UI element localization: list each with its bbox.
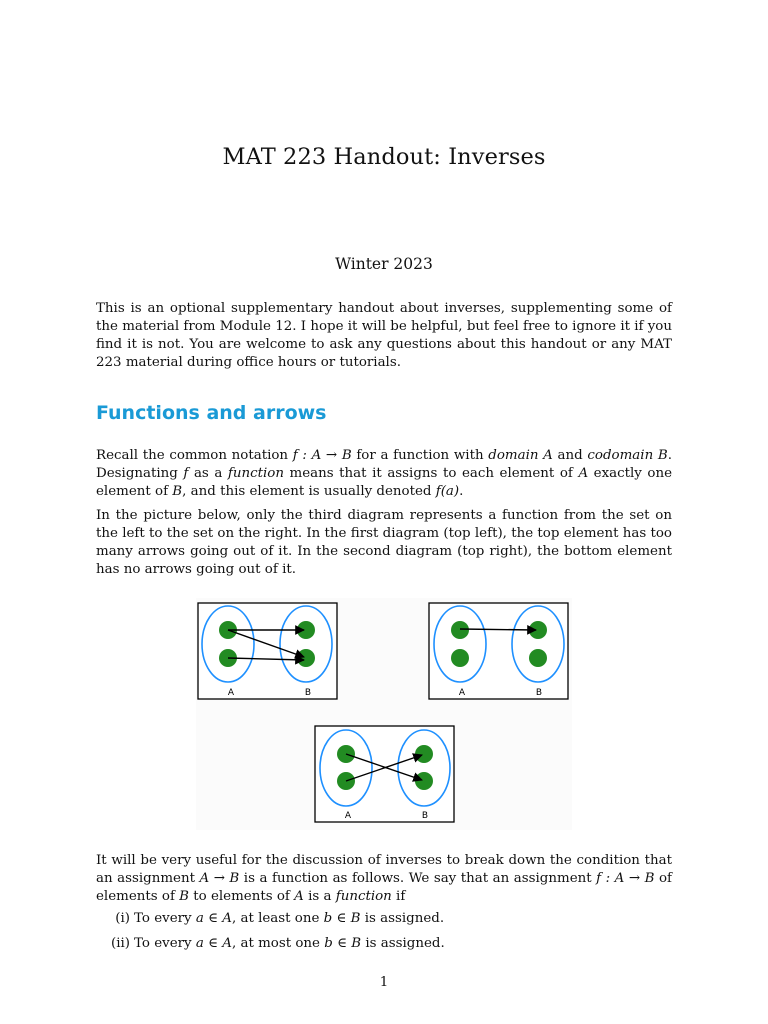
intro-paragraph: This is an optional supplementary handout about inverses, supplementing some of the material from Module 12. I hope it will be helpful, but feel free to ignore it if you find it is not. You are welcome to ask any questions about this handout or any MAT 223 material during office hours or tutorials. <box>96 301 672 370</box>
condition-item-i: (i) To every a ∈ A, at least one b ∈ B is assigned. <box>134 910 444 928</box>
element-dot <box>415 745 433 763</box>
set-a-label: A <box>344 811 352 821</box>
set-b-label: B <box>304 688 312 698</box>
element-dot <box>451 649 469 667</box>
page-number: 1 <box>379 975 389 990</box>
section-heading: Functions and arrows <box>96 402 327 424</box>
paragraph-notation: Recall the common notation f : A → B for a function with domain A and codomain B. Designating f as a function means that it assigns to each element of A exactly one element of B, and this element is usually denoted f(a). <box>96 448 673 499</box>
element-dot <box>451 621 469 639</box>
condition-number: (i) <box>115 911 130 926</box>
set-b-label: B <box>535 688 543 698</box>
paragraph-picture: In the picture below, only the third diagram represents a function from the set on the left to the set on the right. In the first diagram (top left), the top element has too many arrows going out of it. In the second diagram (top right), the bottom element has no arrows going out of it. <box>96 508 672 577</box>
diagram-frame <box>315 726 454 822</box>
element-dot <box>529 649 547 667</box>
diagram-frame <box>198 603 337 699</box>
function-diagrams-figure <box>196 598 572 830</box>
document-term: Winter 2023 <box>335 255 433 273</box>
diagram-top-left <box>198 603 337 699</box>
diagram-frame <box>429 603 568 699</box>
document-title: MAT 223 Handout: Inverses <box>222 144 546 170</box>
set-a-label: A <box>227 688 235 698</box>
condition-number: (ii) <box>110 936 130 951</box>
paragraph-conditions-intro: It will be very useful for the discussion of inverses to break down the condition that an assignment A → B is a function as follows. We say that an assignment f : A → B of elements of B to elements of A is a function if <box>96 853 672 904</box>
diagram-bottom <box>315 726 454 822</box>
diagram-top-right <box>429 603 568 699</box>
set-a-label: A <box>458 688 466 698</box>
set-b-label: B <box>421 811 429 821</box>
condition-item-ii: (ii) To every a ∈ A, at most one b ∈ B is assigned. <box>134 935 445 953</box>
element-dot <box>297 649 315 667</box>
mapping-arrow <box>460 629 536 630</box>
element-dot <box>415 772 433 790</box>
